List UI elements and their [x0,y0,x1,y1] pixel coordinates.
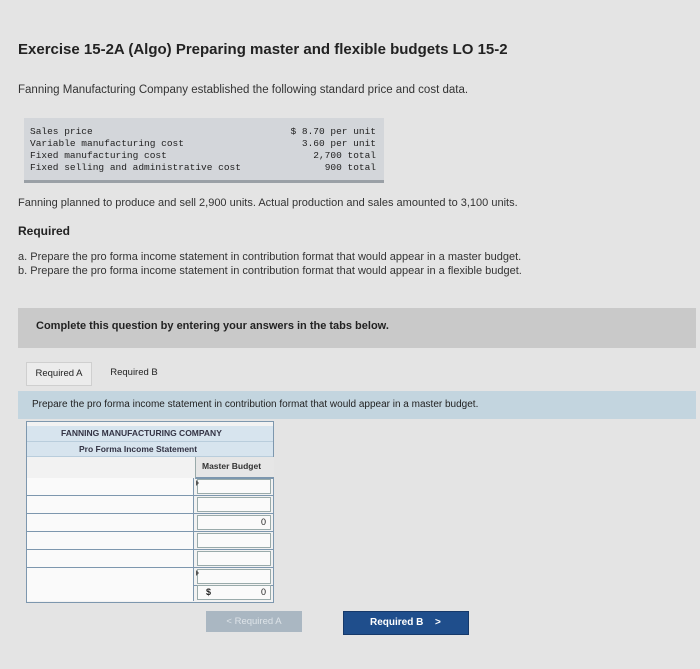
income-statement [26,421,274,603]
statement-subtitle-header [27,442,273,457]
row-amount-input[interactable] [197,497,271,512]
row-label-input[interactable] [27,478,194,495]
row-amount-input[interactable] [197,585,271,600]
row-amount-input[interactable] [197,551,271,566]
row-label-input[interactable] [27,584,194,601]
row-amount-input[interactable] [197,479,271,494]
cost-data-table [24,118,384,183]
cost-label: Variable manufacturing cost [30,138,184,149]
row-amount-input[interactable] [197,515,271,530]
intro-text: Fanning Manufacturing Company established the following standard price and cost data. [18,84,469,96]
cost-value: $ 8.70 per unit [290,126,376,137]
statement-row-net-income [27,584,273,601]
exercise-title: Exercise 15-2A (Algo) Preparing master and flexible budgets LO 15-2 [18,41,508,58]
statement-subtitle: Pro Forma Income Statement [79,444,198,454]
instructions-text: Complete this question by entering your answers in the tabs below. [36,320,389,332]
plan-text: Fanning planned to produce and sell 2,900 units. Actual production and sales amounted to 3,100 units. [18,197,518,209]
chevron-right-icon: > [435,617,441,628]
statement-row [27,496,273,514]
row-label-input[interactable] [27,550,194,567]
cost-value: 900 total [324,162,376,173]
statement-row [27,550,273,568]
cost-value: 3.60 per unit [301,138,376,149]
tab-required-a[interactable]: Required A [26,362,92,386]
row-label-input[interactable] [27,496,194,513]
cost-row-fixed-selling-admin [30,162,376,173]
cost-label: Fixed selling and administrative cost [30,162,241,173]
tab-required-b[interactable]: Required B [110,367,158,378]
cost-value: 2,700 total [313,150,376,161]
row-label-input[interactable] [27,568,194,585]
company-name: FANNING MANUFACTURING COMPANY [61,428,222,438]
master-budget-column-header [195,457,274,479]
cost-label: Sales price [30,126,93,137]
row-amount-input[interactable] [197,569,271,584]
row-label-input[interactable] [27,532,194,549]
row-label-input[interactable] [27,514,194,531]
requirement-a: a. Prepare the pro forma income statement in contribution format that would appear in a master budget. [18,251,522,263]
column-header-label: Master Budget [202,461,262,471]
next-button-label: Required B [370,617,424,628]
cost-row-fixed-manufacturing [30,150,376,161]
amount-value: 0 [260,587,266,597]
dollar-sign: $ [206,587,212,597]
statement-row [27,478,273,496]
prev-required-a-button[interactable]: < Required A [206,611,302,632]
statement-row [27,532,273,550]
statement-company-header [27,426,273,442]
requirement-b: b. Prepare the pro forma income statement in contribution format that would appear in a flexible budget. [18,265,522,277]
cost-label: Fixed manufacturing cost [30,150,167,161]
next-required-b-button[interactable] [343,611,469,635]
row-amount-input[interactable] [197,533,271,548]
prompt-text: Prepare the pro forma income statement in contribution format that would appear in a master budget. [32,399,479,410]
caret-icon [196,480,199,486]
cost-row-variable-manufacturing [30,138,376,149]
caret-icon [196,570,199,576]
amount-value: 0 [260,517,266,527]
prompt-bar [18,391,696,419]
instructions-bar [18,308,696,348]
required-heading: Required [18,224,71,238]
cost-row-sales-price [30,126,376,137]
statement-row [27,514,273,532]
